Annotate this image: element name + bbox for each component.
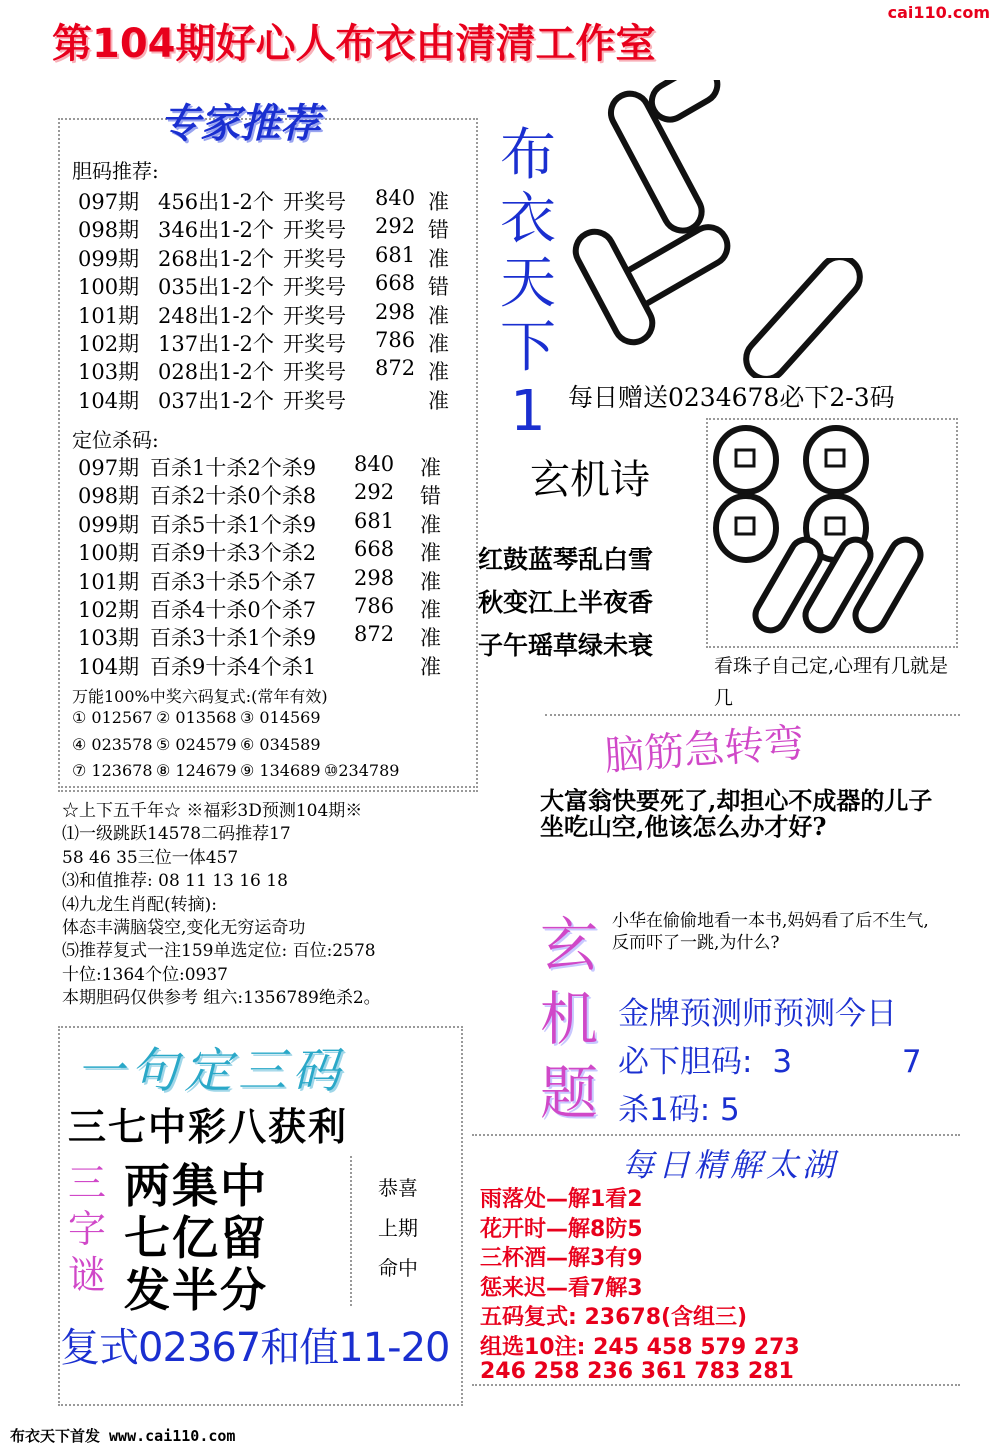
kill-cell-mark: 错 xyxy=(420,484,441,509)
kill-cell-result: 681 xyxy=(354,508,395,533)
dan-cell-period: 104期 xyxy=(78,388,140,413)
tile-image-bar xyxy=(728,258,894,378)
sanma-phrase: 三七中彩八获利 xyxy=(68,1105,349,1149)
tile-image-five xyxy=(564,80,744,380)
dan-cell-mark: 准 xyxy=(428,360,449,385)
dan-cell-label: 开奖号 xyxy=(283,246,346,271)
kill-one-row xyxy=(618,1084,740,1129)
puzzle-lines xyxy=(124,1150,354,1317)
kill-cell-period: 099期 xyxy=(78,512,140,537)
dan-cell-label: 开奖号 xyxy=(283,332,346,356)
puzzle-line: 发半分 xyxy=(124,1263,268,1317)
kill-table xyxy=(78,452,468,682)
six-combo: ⑤ 024579 xyxy=(156,734,237,754)
puzzle-side-label: 三字谜 xyxy=(67,1161,106,1297)
page-title: 第104期好心人布衣由清清工作室 xyxy=(52,21,656,67)
dan-cell-mark: 准 xyxy=(428,303,449,328)
congrats-line: 命中 xyxy=(378,1256,418,1280)
six-code-table xyxy=(72,708,472,788)
forecast-line: ⑴一级跳跃14578二码推荐17 xyxy=(62,824,291,845)
six-combo: ⑨ 134689 xyxy=(240,761,321,780)
six-combo: ⑥ 034589 xyxy=(240,734,321,754)
kill-cell-mark: 准 xyxy=(420,626,441,651)
taihu-line: 三杯酒—解3有9 xyxy=(480,1246,643,1271)
dan-cell-period: 101期 xyxy=(78,303,140,328)
kill-cell-mark: 准 xyxy=(420,654,441,679)
dan-cell-result: 681 xyxy=(375,242,416,267)
riddle-text: 大富翁快要死了,却担心不成器的儿子坐吃山空,他该怎么办才好? xyxy=(540,786,933,841)
dan-table xyxy=(78,186,468,416)
dan-cell-label: 开奖号 xyxy=(283,388,346,413)
puzzle-line: 七亿留 xyxy=(124,1211,268,1265)
kill-cell-period: 097期 xyxy=(78,456,140,480)
coin-caption: 看珠子自己定,心理有几就是几 xyxy=(714,655,949,709)
dan-cell-label: 开奖号 xyxy=(283,190,346,214)
coin-image xyxy=(706,418,958,648)
kill-cell-pick: 百杀3十杀5个杀7 xyxy=(150,569,317,594)
dan-cell-label: 开奖号 xyxy=(283,360,346,385)
dan-cell-pick: 456出1-2个 xyxy=(158,190,274,214)
kill-cell-pick: 百杀9十杀4个杀1 xyxy=(150,654,317,679)
six-combo: ④ 023578 xyxy=(72,734,153,754)
poem-line: 子午瑶草绿未衰 xyxy=(478,631,654,660)
kill-cell-period: 100期 xyxy=(78,541,140,566)
taihu-lines xyxy=(480,1182,950,1392)
kill-one-label: 杀1码: xyxy=(618,1092,711,1128)
taihu-line: 五码复式: 23678(含组三) xyxy=(480,1305,748,1330)
six-combo: ② 013568 xyxy=(156,708,237,727)
forecast-line: 体态丰满脑袋空,变化无穷运奇功 xyxy=(62,918,306,938)
dan-cell-label: 开奖号 xyxy=(283,303,346,328)
sanma-heading: 一句定三码 xyxy=(76,1043,347,1099)
forecast-line: ⑸推荐复式一注159单选定位: 百位:2578 xyxy=(62,941,376,962)
forecast-line: 本期胆码仅供参考 组六:1356789绝杀2。 xyxy=(62,988,381,1009)
forecast-line: ⑷九龙生肖配(转摘): xyxy=(62,894,217,915)
taihu-line: 雨落处—解1看2 xyxy=(480,1187,643,1212)
kill-cell-period: 102期 xyxy=(78,598,140,622)
kill-cell-pick: 百杀3十杀1个杀9 xyxy=(150,626,317,651)
sanma-combo: 复式02367和值11-20 xyxy=(60,1325,450,1371)
dan-cell-period: 103期 xyxy=(78,360,140,385)
kill-cell-result: 786 xyxy=(354,594,395,618)
dan-cell-period: 102期 xyxy=(78,332,140,356)
kill-cell-period: 104期 xyxy=(78,654,140,679)
kill-cell-mark: 准 xyxy=(420,598,441,622)
daily-gift: 每日赠送0234678必下2-3码 xyxy=(568,383,895,412)
six-combo: ⑦ 123678 xyxy=(72,761,153,780)
forecast-line: ⑶和值推荐: 08 11 13 16 18 xyxy=(62,871,288,892)
riddle-heading: 脑筋急转弯 xyxy=(602,720,806,780)
kill-one-value: 5 xyxy=(720,1092,740,1128)
gold-forecast-title: 金牌预测师预测今日 xyxy=(618,996,897,1032)
kill-cell-result: 668 xyxy=(354,537,395,562)
poem-line: 秋变江上半夜香 xyxy=(478,588,654,617)
taihu-line: 246 258 236 361 783 281 xyxy=(480,1359,794,1384)
forecast-lines xyxy=(62,796,482,1011)
dan-label: 胆码推荐: xyxy=(72,159,159,183)
taihu-line: 花开时—解8防5 xyxy=(480,1216,643,1242)
watermark: cai110.com xyxy=(887,3,990,22)
forecast-line: 58 46 35三位一体457 xyxy=(62,847,239,868)
dan-cell-result: 840 xyxy=(375,186,416,210)
must-dan-b: 7 xyxy=(901,1044,922,1080)
kill-cell-pick: 百杀4十杀0个杀7 xyxy=(150,598,317,622)
dan-cell-mark: 错 xyxy=(428,275,449,300)
congrats-line: 恭喜 xyxy=(378,1176,418,1200)
buyi-vertical-title: 布衣天下1 xyxy=(500,123,556,444)
footer: 布衣天下首发 www.cai110.com xyxy=(10,1427,236,1445)
poem-line: 红鼓蓝琴乱白雪 xyxy=(478,545,654,574)
xuanji-question: 小华在偷偷地看一本书,妈妈看了后不生气,反而吓了一跳,为什么? xyxy=(612,911,929,953)
kill-cell-result: 298 xyxy=(354,565,395,590)
dan-cell-result: 786 xyxy=(375,328,416,352)
kill-cell-mark: 准 xyxy=(420,512,441,537)
kill-cell-result: 872 xyxy=(354,622,395,647)
taihu-line: 惩来迟—看7解3 xyxy=(480,1275,643,1301)
taihu-heading: 每日精解太湖 xyxy=(622,1146,839,1184)
dan-cell-mark: 准 xyxy=(428,388,449,413)
kill-cell-period: 103期 xyxy=(78,626,140,651)
congrats-line: 上期 xyxy=(378,1216,418,1240)
must-dan-a: 3 xyxy=(772,1044,793,1080)
taihu-line: 组选10注: 245 458 579 273 xyxy=(480,1334,800,1360)
kill-label: 定位杀码: xyxy=(72,428,159,452)
dan-cell-pick: 035出1-2个 xyxy=(158,275,274,300)
dan-cell-mark: 准 xyxy=(428,190,449,214)
forecast-line: ☆上下五千年☆ ※福彩3D预测104期※ xyxy=(62,801,363,821)
forecast-line: 十位:1364个位:0937 xyxy=(62,964,228,985)
dan-cell-pick: 137出1-2个 xyxy=(158,332,274,356)
dan-cell-result: 298 xyxy=(375,299,416,324)
puzzle-line: 两集中 xyxy=(124,1159,268,1213)
kill-cell-mark: 准 xyxy=(420,569,441,594)
must-dan-row xyxy=(618,1036,922,1081)
dan-cell-pick: 346出1-2个 xyxy=(158,218,274,243)
xuanji-vertical-title: 玄机题 xyxy=(539,911,598,1127)
kill-cell-mark: 准 xyxy=(420,456,441,480)
dan-cell-result: 292 xyxy=(375,214,416,239)
dan-cell-period: 100期 xyxy=(78,275,140,300)
dan-cell-pick: 268出1-2个 xyxy=(158,246,274,271)
expert-heading: 专家推荐 xyxy=(160,101,320,147)
dan-cell-label: 开奖号 xyxy=(283,275,346,300)
kill-cell-period: 098期 xyxy=(78,484,140,509)
poem-heading: 玄机诗 xyxy=(530,457,650,503)
dan-cell-pick: 037出1-2个 xyxy=(158,388,274,413)
poem-lines xyxy=(478,540,703,680)
kill-cell-result: 292 xyxy=(354,480,395,505)
kill-cell-mark: 准 xyxy=(420,541,441,566)
dan-cell-period: 097期 xyxy=(78,190,140,214)
kill-cell-pick: 百杀5十杀1个杀9 xyxy=(150,512,317,537)
kill-cell-pick: 百杀1十杀2个杀9 xyxy=(150,456,317,480)
must-dan-label: 必下胆码: xyxy=(618,1044,753,1080)
dan-cell-result: 668 xyxy=(375,271,416,296)
dan-cell-mark: 准 xyxy=(428,332,449,356)
dan-cell-period: 099期 xyxy=(78,246,140,271)
six-combo: ⑩234789 xyxy=(324,761,400,780)
dan-cell-period: 098期 xyxy=(78,218,140,243)
six-combo: ① 012567 xyxy=(72,708,153,727)
six-combo: ⑧ 124679 xyxy=(156,761,237,780)
dan-cell-mark: 错 xyxy=(428,218,449,243)
six-combo: ③ 014569 xyxy=(240,708,321,727)
dan-cell-result: 872 xyxy=(375,356,416,381)
kill-cell-result: 840 xyxy=(354,452,395,476)
kill-cell-pick: 百杀9十杀3个杀2 xyxy=(150,541,317,566)
kill-cell-pick: 百杀2十杀0个杀8 xyxy=(150,484,317,509)
dan-cell-mark: 准 xyxy=(428,246,449,271)
kill-cell-period: 101期 xyxy=(78,569,140,594)
dan-cell-pick: 028出1-2个 xyxy=(158,360,274,385)
congrats-lines xyxy=(378,1172,438,1292)
six-code-label: 万能100%中奖六码复式:(常年有效) xyxy=(72,687,328,706)
dan-cell-pick: 248出1-2个 xyxy=(158,303,274,328)
dan-cell-label: 开奖号 xyxy=(283,218,346,243)
